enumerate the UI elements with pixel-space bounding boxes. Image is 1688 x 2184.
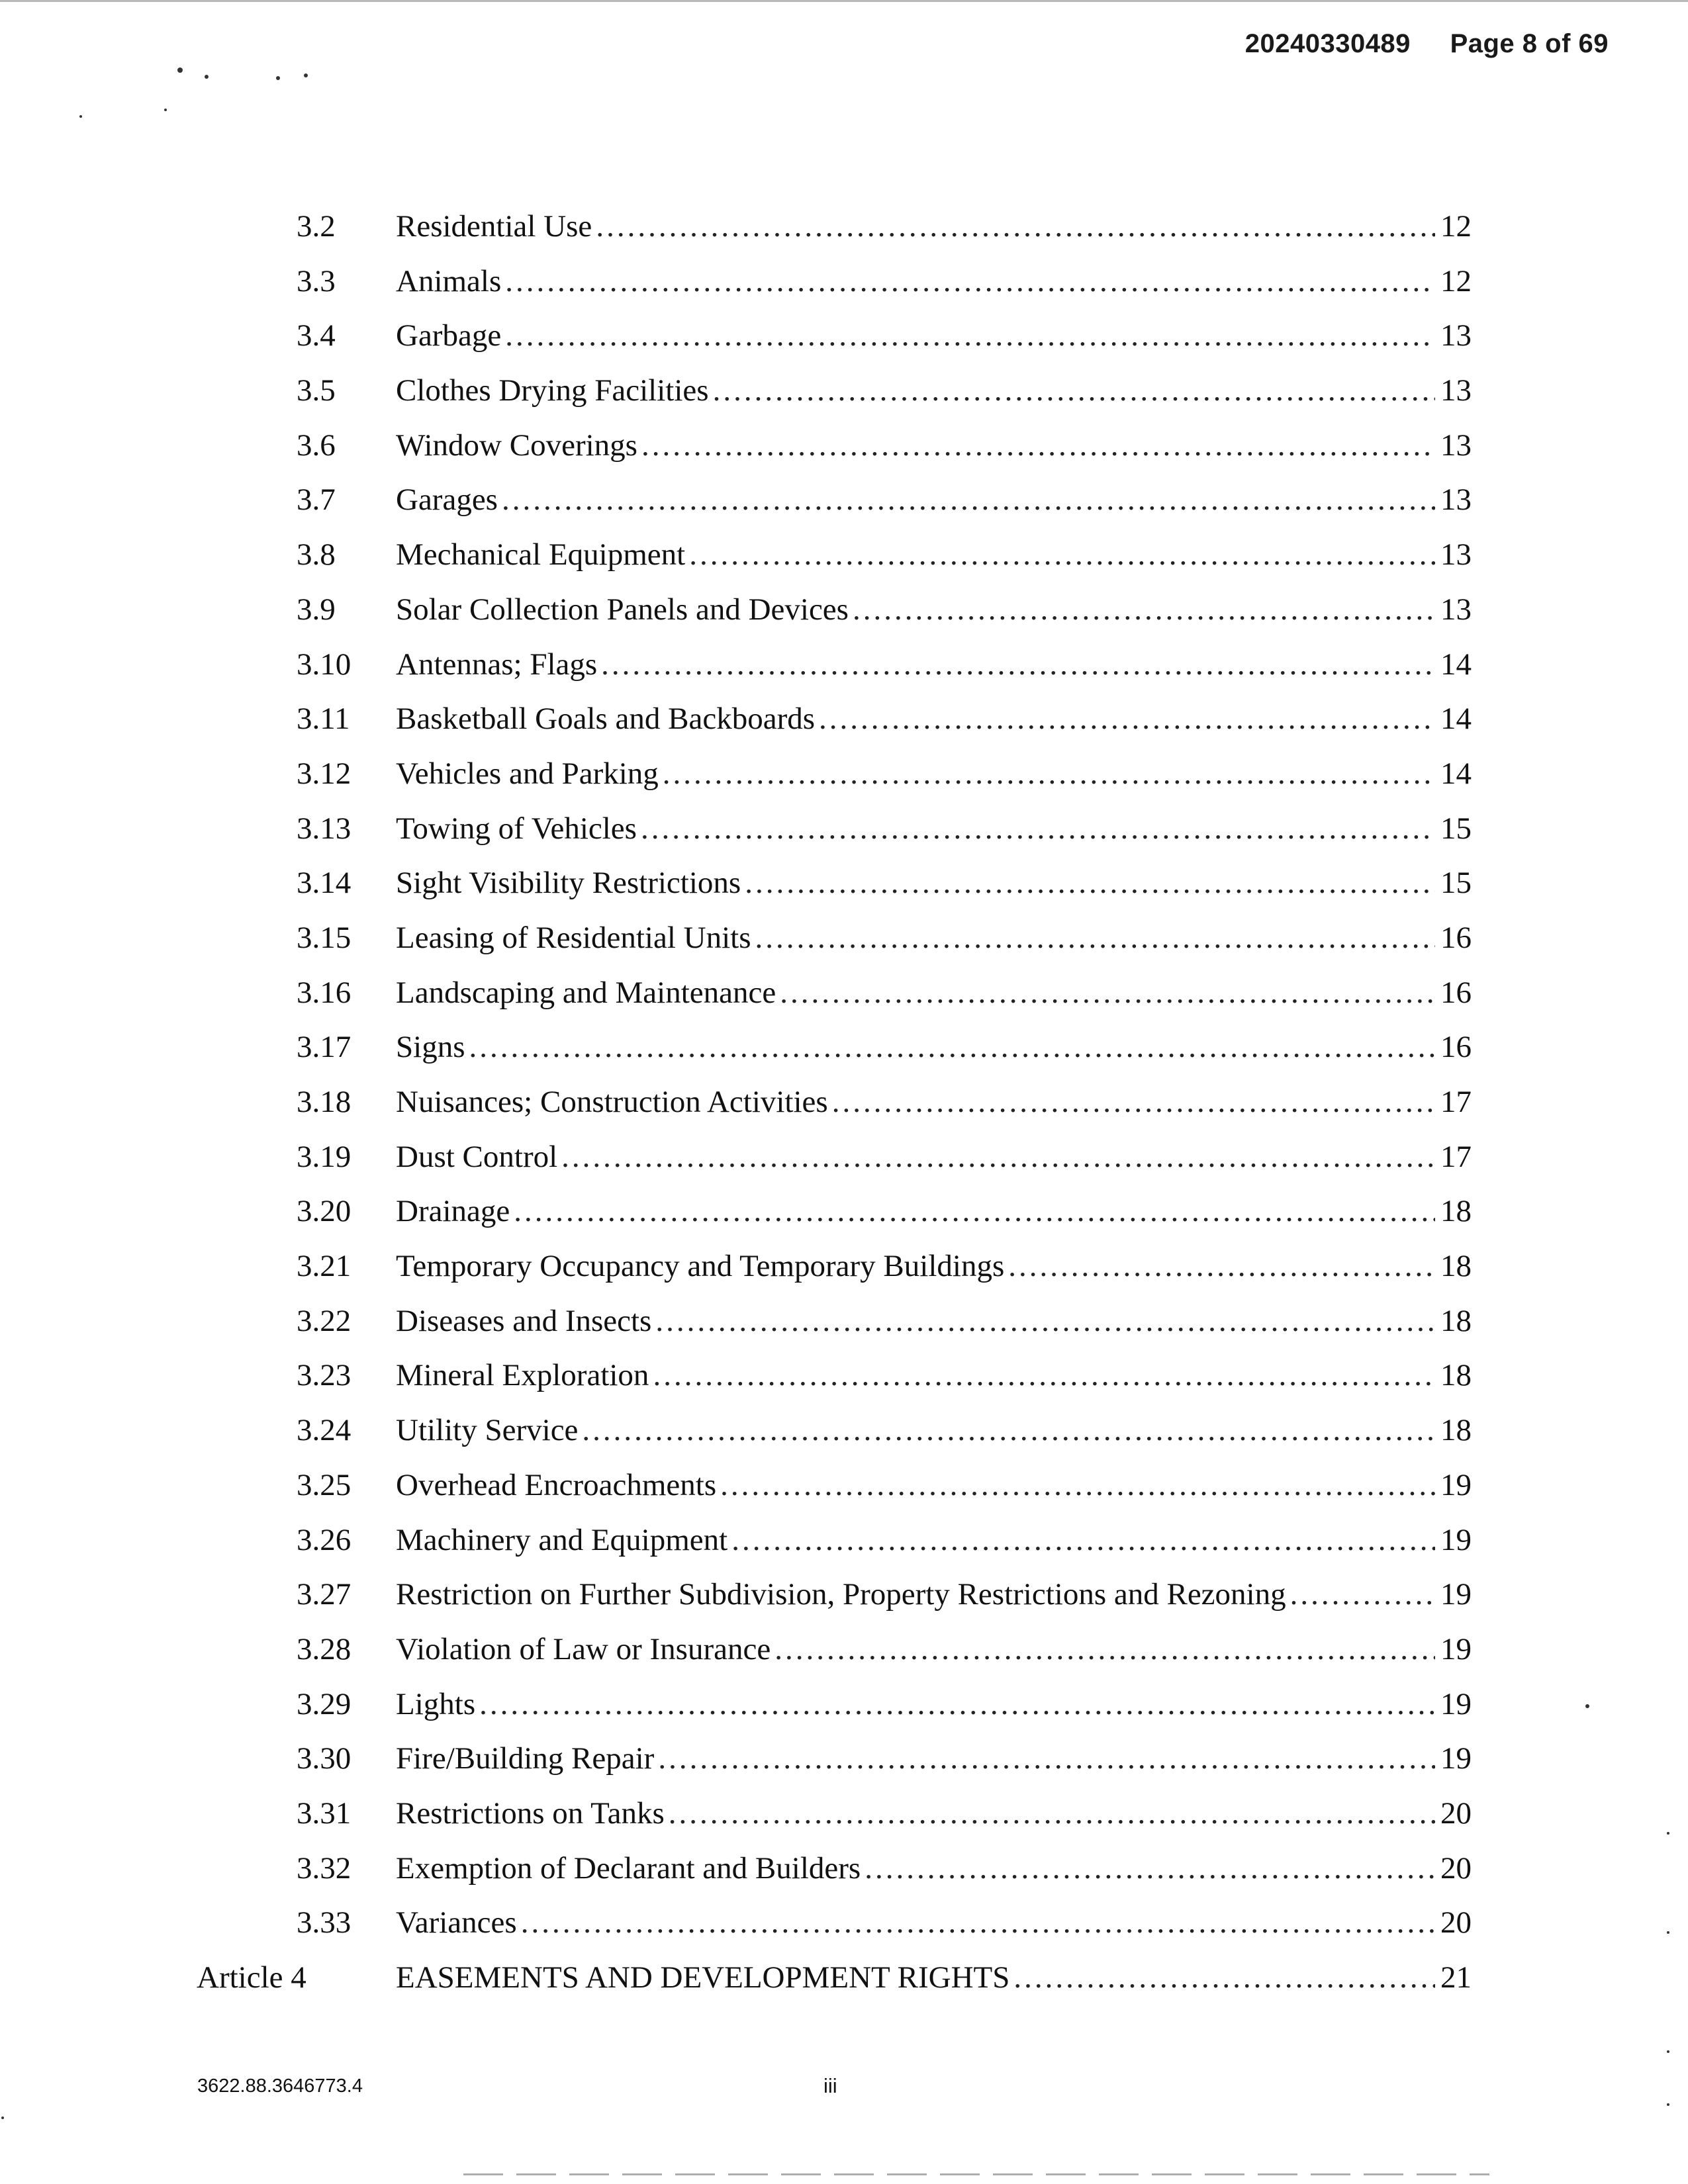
dot-leader	[658, 1739, 1435, 1778]
section-title: Signs	[396, 1030, 465, 1065]
dot-leader	[601, 645, 1435, 684]
dot-leader	[865, 1848, 1435, 1888]
section-number: 3.15	[297, 920, 352, 955]
section-title: Clothes Drying Facilities	[396, 373, 709, 408]
toc-entry	[0, 1848, 1688, 1903]
dot-leader	[1008, 1246, 1435, 1286]
section-title: Mechanical Equipment	[396, 537, 686, 572]
section-title: Overhead Encroachments	[396, 1467, 717, 1502]
page-number: 15	[1440, 866, 1472, 901]
page-number: 13	[1440, 428, 1472, 463]
toc-entry	[0, 1629, 1688, 1684]
section-number: 3.16	[297, 975, 352, 1010]
dot-leader	[505, 316, 1435, 355]
section-title: Variances	[396, 1905, 517, 1940]
dot-leader	[669, 1794, 1435, 1833]
toc-entry	[0, 535, 1688, 590]
page-number: 12	[1440, 209, 1472, 244]
page-number: 18	[1440, 1413, 1472, 1448]
section-number: 3.29	[297, 1686, 352, 1721]
dot-leader	[745, 863, 1435, 903]
dot-leader	[774, 1629, 1435, 1669]
page-number: 20	[1440, 1796, 1472, 1831]
section-number: 3.24	[297, 1413, 352, 1448]
section-number: 3.8	[297, 537, 336, 572]
section-title: Residential Use	[396, 209, 592, 244]
page-number: 16	[1440, 975, 1472, 1010]
toc-entry	[0, 371, 1688, 426]
page-number: 17	[1440, 1085, 1472, 1119]
toc-entry	[0, 1355, 1688, 1410]
toc-entry	[0, 1794, 1688, 1848]
section-title: Landscaping and Maintenance	[396, 975, 776, 1010]
page-number: 12	[1440, 263, 1472, 298]
section-title: Window Coverings	[396, 428, 637, 463]
section-number: 3.30	[297, 1741, 352, 1776]
section-number: 3.19	[297, 1139, 352, 1174]
page-number: 18	[1440, 1303, 1472, 1338]
toc-entry	[0, 809, 1688, 864]
dot-leader	[505, 261, 1435, 301]
page-number: 19	[1440, 1467, 1472, 1502]
dot-leader	[689, 535, 1435, 574]
section-number: 3.32	[297, 1850, 352, 1886]
dot-leader	[655, 1301, 1435, 1341]
toc-entry	[0, 918, 1688, 973]
toc-entry	[0, 1246, 1688, 1301]
section-title: Machinery and Equipment	[396, 1522, 728, 1557]
toc-entry	[0, 863, 1688, 918]
section-number: 3.22	[297, 1303, 352, 1338]
section-title: Utility Service	[396, 1413, 579, 1448]
dot-leader	[720, 1465, 1435, 1505]
record-number: 20240330489	[1244, 29, 1411, 58]
table-of-contents	[0, 206, 1688, 2013]
dot-leader	[469, 1027, 1436, 1067]
section-title: Dust Control	[396, 1139, 558, 1174]
bottom-scan-edge	[463, 2173, 1489, 2175]
section-title: Sight Visibility Restrictions	[396, 866, 741, 901]
toc-entry	[0, 699, 1688, 754]
page-number: 13	[1440, 592, 1472, 627]
section-number: 3.26	[297, 1522, 352, 1557]
page-number: 20	[1440, 1905, 1472, 1940]
page-number: 21	[1440, 1960, 1472, 1995]
section-number: 3.13	[297, 811, 352, 846]
section-title: Temporary Occupancy and Temporary Buildings	[396, 1249, 1005, 1284]
dot-leader	[561, 1137, 1435, 1177]
page-number: 19	[1440, 1522, 1472, 1557]
section-title: Drainage	[396, 1194, 510, 1229]
dot-leader	[582, 1410, 1435, 1450]
toc-entry	[0, 1903, 1688, 1958]
toc-entry	[0, 1684, 1688, 1739]
dot-leader	[780, 973, 1435, 1013]
page-number: 16	[1440, 1030, 1472, 1065]
section-title: Violation of Law or Insurance	[396, 1631, 771, 1666]
page-number: 18	[1440, 1194, 1472, 1229]
page-number: 13	[1440, 537, 1472, 572]
toc-entry	[0, 1191, 1688, 1246]
recording-header	[1245, 29, 1609, 59]
toc-entry	[0, 206, 1688, 261]
page-number: 14	[1440, 647, 1472, 682]
section-title: Lights	[396, 1686, 476, 1721]
dot-leader	[479, 1684, 1435, 1724]
section-number: 3.2	[297, 209, 336, 244]
dot-leader	[1013, 1958, 1435, 1997]
toc-entry	[0, 1574, 1688, 1629]
section-number: 3.10	[297, 647, 352, 682]
section-title: Solar Collection Panels and Devices	[396, 592, 849, 627]
section-title: Mineral Exploration	[396, 1358, 649, 1393]
dot-leader	[819, 699, 1435, 739]
page-number: 13	[1440, 373, 1472, 408]
dot-leader	[1290, 1574, 1435, 1614]
dot-leader	[663, 754, 1435, 794]
page-number: 18	[1440, 1249, 1472, 1284]
page-number: 15	[1440, 811, 1472, 846]
toc-entry	[0, 1082, 1688, 1137]
toc-entry	[0, 316, 1688, 371]
footer-page-number: iii	[823, 2074, 837, 2097]
toc-entry	[0, 1520, 1688, 1575]
article-number: Article 4	[197, 1960, 306, 1995]
section-number: 3.18	[297, 1085, 352, 1119]
dot-leader	[853, 590, 1435, 629]
toc-entry	[0, 645, 1688, 700]
page-number: 20	[1440, 1850, 1472, 1886]
dot-leader	[832, 1082, 1435, 1122]
section-number: 3.33	[297, 1905, 352, 1940]
section-number: 3.7	[297, 482, 336, 518]
page-number: 13	[1440, 318, 1472, 353]
toc-article-entry	[0, 1958, 1688, 2013]
section-number: 3.4	[297, 318, 336, 353]
section-title: Restriction on Further Subdivision, Property Restrictions and Rezoning	[396, 1577, 1286, 1612]
page-number: 16	[1440, 920, 1472, 955]
section-number: 3.17	[297, 1030, 352, 1065]
dot-leader	[653, 1355, 1435, 1395]
section-number: 3.3	[297, 263, 336, 298]
page-number: 13	[1440, 482, 1472, 518]
page-number: 19	[1440, 1631, 1472, 1666]
article-title: EASEMENTS AND DEVELOPMENT RIGHTS	[396, 1960, 1010, 1995]
toc-entry	[0, 1410, 1688, 1465]
page-number: 14	[1440, 756, 1472, 791]
section-number: 3.28	[297, 1631, 352, 1666]
toc-entry	[0, 1739, 1688, 1794]
toc-entry	[0, 261, 1688, 316]
section-title: Exemption of Declarant and Builders	[396, 1850, 861, 1886]
toc-entry	[0, 973, 1688, 1028]
page-number: 19	[1440, 1577, 1472, 1612]
page-counter: Page 8 of 69	[1450, 29, 1609, 58]
section-number: 3.12	[297, 756, 352, 791]
page-number: 17	[1440, 1139, 1472, 1174]
section-number: 3.31	[297, 1796, 352, 1831]
section-title: Restrictions on Tanks	[396, 1796, 665, 1831]
section-number: 3.9	[297, 592, 336, 627]
toc-entry	[0, 1465, 1688, 1520]
section-title: Antennas; Flags	[396, 647, 598, 682]
section-title: Diseases and Insects	[396, 1303, 652, 1338]
section-title: Leasing of Residential Units	[396, 920, 751, 955]
toc-entry	[0, 754, 1688, 809]
section-number: 3.25	[297, 1467, 352, 1502]
dot-leader	[731, 1520, 1435, 1560]
toc-entry	[0, 1301, 1688, 1356]
dot-leader	[755, 918, 1435, 958]
dot-leader	[596, 206, 1435, 246]
section-number: 3.14	[297, 866, 352, 901]
section-title: Fire/Building Repair	[396, 1741, 655, 1776]
page-number: 19	[1440, 1686, 1472, 1721]
page-number: 14	[1440, 702, 1472, 737]
toc-entry	[0, 480, 1688, 535]
section-title: Towing of Vehicles	[396, 811, 637, 846]
section-number: 3.20	[297, 1194, 352, 1229]
section-title: Garages	[396, 482, 498, 518]
page-number: 18	[1440, 1358, 1472, 1393]
page-number: 19	[1440, 1741, 1472, 1776]
top-scan-edge	[0, 0, 1688, 2]
dot-leader	[521, 1903, 1435, 1942]
section-title: Garbage	[396, 318, 502, 353]
section-number: 3.6	[297, 428, 336, 463]
dot-leader	[713, 371, 1435, 410]
section-number: 3.11	[297, 702, 350, 737]
toc-entry	[0, 426, 1688, 480]
section-number: 3.5	[297, 373, 336, 408]
dot-leader	[641, 426, 1435, 465]
section-number: 3.21	[297, 1249, 352, 1284]
dot-leader	[514, 1191, 1435, 1231]
document-id: 3622.88.3646773.4	[197, 2075, 363, 2097]
section-number: 3.27	[297, 1577, 352, 1612]
dot-leader	[641, 809, 1435, 848]
section-title: Vehicles and Parking	[396, 756, 659, 791]
section-title: Nuisances; Construction Activities	[396, 1085, 828, 1119]
toc-entry	[0, 590, 1688, 645]
section-title: Animals	[396, 263, 502, 298]
section-number: 3.23	[297, 1358, 352, 1393]
dot-leader	[502, 480, 1435, 520]
toc-entry	[0, 1027, 1688, 1082]
toc-entry	[0, 1137, 1688, 1192]
section-title: Basketball Goals and Backboards	[396, 702, 816, 737]
